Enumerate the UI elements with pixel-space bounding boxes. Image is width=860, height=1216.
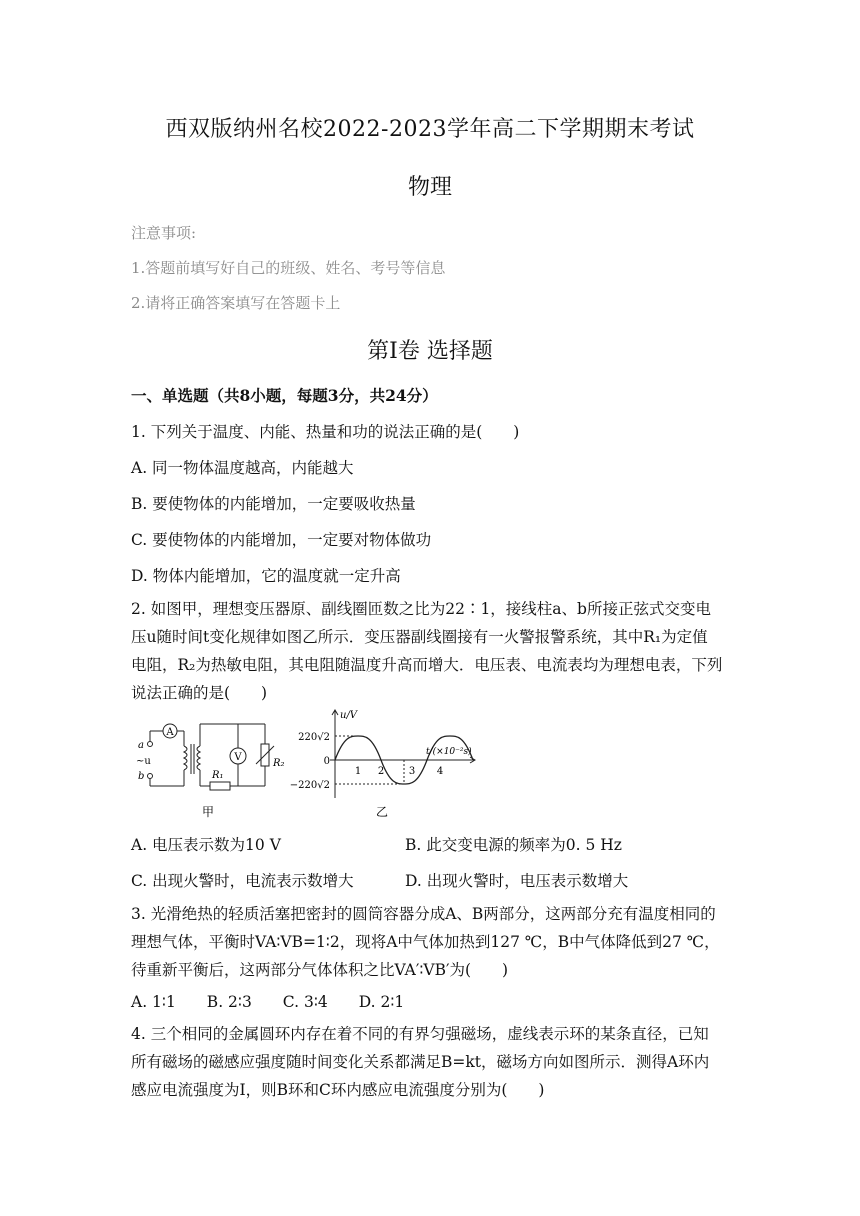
resistor-r1: R₁ xyxy=(212,770,224,781)
notes-heading: 注意事项: xyxy=(131,224,197,242)
q2-option-a: A. 电压表示数为10 V xyxy=(131,836,281,854)
terminal-b: b xyxy=(138,771,145,782)
part-title: 第Ⅰ卷 选择题 xyxy=(367,339,493,364)
section-heading: 一、单选题（共8小题，每题3分，共24分） xyxy=(131,386,438,405)
resistor-r2: R₂ xyxy=(273,758,285,769)
circuit-caption: 甲 xyxy=(201,805,215,819)
q1-option-c: C. 要使物体的内能增加，一定要对物体做功 xyxy=(131,531,432,549)
exam-subject: 物理 xyxy=(407,175,452,200)
q1-option-b: B. 要使物体的内能增加，一定要吸收热量 xyxy=(131,495,416,513)
graph-ymax: 220√2 xyxy=(298,732,330,743)
q4-stem: 4. 三个相同的金属圆环内存在着不同的有界匀强磁场，虚线表示环的某条直径，已知 所有磁场的磁感应强度随时间变化关系都满足B=kt，磁场方向如图所示．测得A环内 感应电流强度为I，则B环和C环内感应电流强度分别为( ) xyxy=(131,1025,710,1099)
graph-tick: 4 xyxy=(436,766,444,777)
note-item-1: 1.答题前填写好自己的班级、姓名、考号等信息 xyxy=(131,259,446,277)
q2-option-b: B. 此交变电源的频率为0. 5 Hz xyxy=(405,836,622,854)
graph-ylabel: u/V xyxy=(340,710,358,721)
exam-title: 西双版纳州名校2022-2023学年高二下学期期末考试 xyxy=(165,117,695,142)
q1-option-a: A. 同一物体温度越高，内能越大 xyxy=(131,459,354,477)
source-u: ~u xyxy=(136,756,151,767)
voltmeter-label: V xyxy=(234,752,242,763)
graph-tick: 3 xyxy=(408,766,416,777)
q2-option-d: D. 出现火警时，电压表示数增大 xyxy=(405,872,629,890)
q3-options: A. 1∶1 B. 2∶3 C. 3∶4 D. 2∶1 xyxy=(131,993,405,1011)
graph-ymin: −220√2 xyxy=(289,780,330,791)
q2-option-c: C. 出现火警时，电流表示数增大 xyxy=(131,872,354,890)
q1-option-d: D. 物体内能增加，它的温度就一定升高 xyxy=(131,567,401,585)
ammeter-label: A xyxy=(166,727,174,738)
q1-stem: 1. 下列关于温度、内能、热量和功的说法正确的是( ) xyxy=(131,423,520,441)
terminal-a: a xyxy=(138,740,144,751)
q2-figure xyxy=(130,706,490,824)
q3-stem: 3. 光滑绝热的轻质活塞把密封的圆筒容器分成A、B两部分，这两部分充有温度相同的 理想气体，平衡时VA∶VB=1∶2，现将A中气体加热到127 ℃，B中气体降低到27 ℃， 待重新平衡后，这两部分气体体积之比VA′∶VB′为( ) xyxy=(131,905,720,979)
q2-stem: 2. 如图甲，理想变压器原、副线圈匝数之比为22∶1，接线柱a、b所接正弦式交变电 压u随时间t变化规律如图乙所示．变压器副线圈接有一火警报警系统，其中R₁为定值 电阻，R₂为热敏电阻，其电阻随温度升高而增大．电压表、电流表均为理想电表，下列 说法正确的是( ) xyxy=(131,600,723,702)
graph-xlabel: t/(×10⁻²s) xyxy=(426,747,472,757)
graph-origin: 0 xyxy=(323,756,330,767)
graph-caption: 乙 xyxy=(375,805,389,819)
note-item-2: 2.请将正确答案填写在答题卡上 xyxy=(131,294,341,312)
graph-tick: 2 xyxy=(377,766,385,777)
graph-tick: 1 xyxy=(354,766,362,777)
